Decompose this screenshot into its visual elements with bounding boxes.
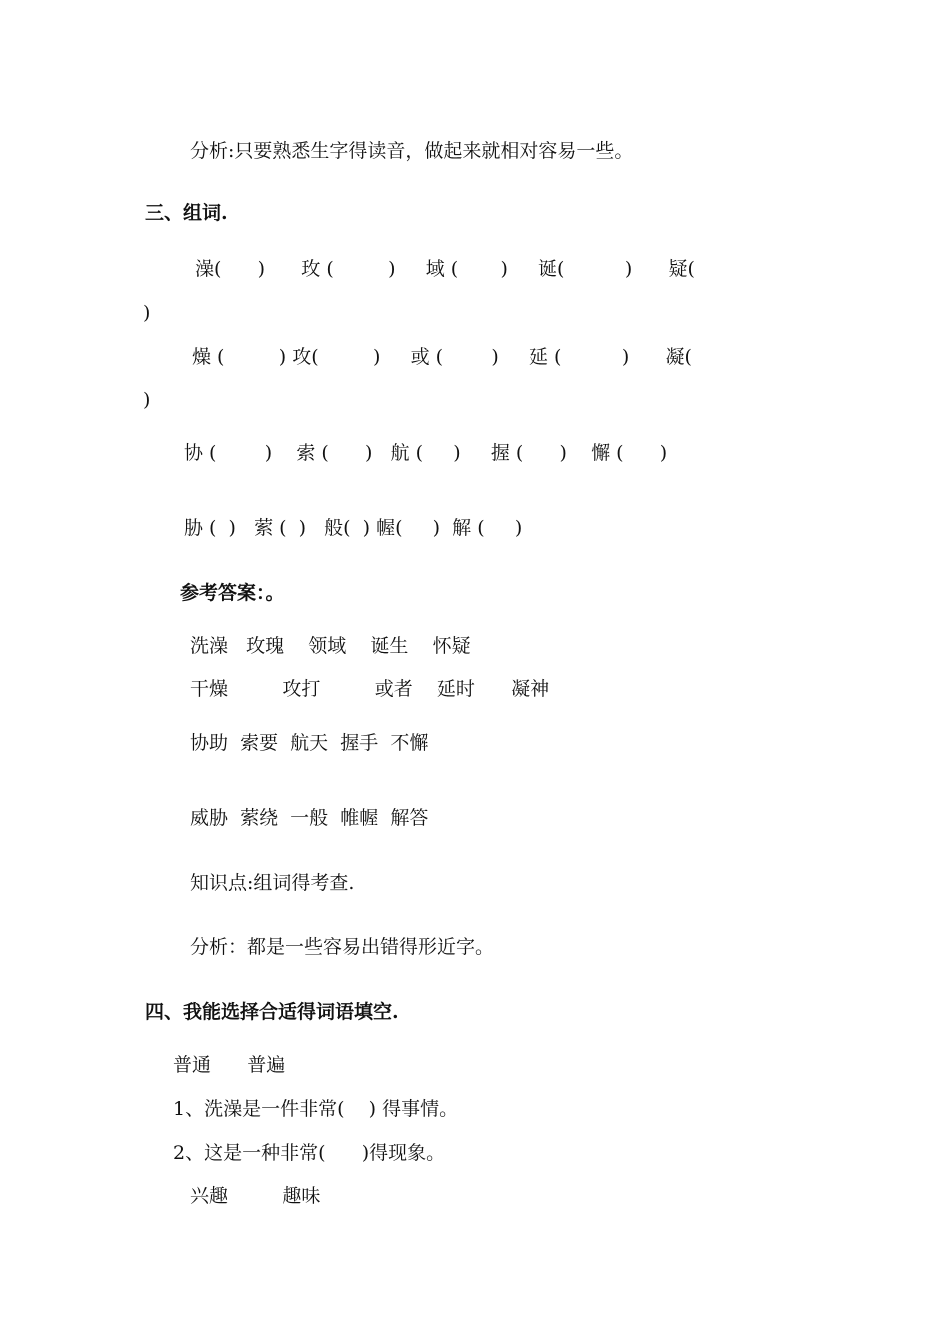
- question-row-2-wrap: ): [143, 389, 151, 411]
- knowledge-point: 知识点:组词得考查.: [190, 872, 355, 894]
- section-4-heading: 四、我能选择合适得词语填空.: [145, 1001, 399, 1023]
- analysis-text-1: 分析:只要熟悉生字得读音，做起来就相对容易一些。: [190, 140, 634, 162]
- question-row-1: 澡( ) 玫 ( ) 域 ( ) 诞( ) 疑(: [195, 258, 695, 280]
- fill-question-2: 2、这是一种非常( )得现象。: [173, 1142, 446, 1164]
- answer-row-1: 洗澡 玫瑰 领域 诞生 怀疑: [190, 635, 471, 657]
- question-row-4: 胁 ( ) 萦 ( ) 般( ) 幄( ) 解 ( ): [184, 517, 523, 539]
- analysis-text-2: 分析：都是一些容易出错得形近字。: [190, 936, 495, 958]
- fill-question-1: 1、洗澡是一件非常( ) 得事情。: [173, 1098, 459, 1120]
- answer-row-2: 干燥 攻打 或者 延时 凝神: [190, 678, 550, 700]
- question-row-2: 燥 ( ) 攻( ) 或 ( ) 延 ( ) 凝(: [192, 346, 692, 368]
- question-row-1-wrap: ): [143, 302, 151, 324]
- reference-answer-heading: 参考答案：。: [180, 582, 285, 604]
- answer-row-3: 协助 索要 航天 握手 不懈: [190, 732, 429, 754]
- question-row-3: 协 ( ) 索 ( ) 航 ( ) 握 ( ) 懈 ( ): [184, 442, 668, 464]
- word-options-1: 普通 普遍: [173, 1054, 286, 1076]
- answer-row-4: 威胁 萦绕 一般 帷幄 解答: [190, 807, 429, 829]
- word-options-2: 兴趣 趣味: [190, 1185, 321, 1207]
- section-3-heading: 三、组词.: [145, 202, 228, 224]
